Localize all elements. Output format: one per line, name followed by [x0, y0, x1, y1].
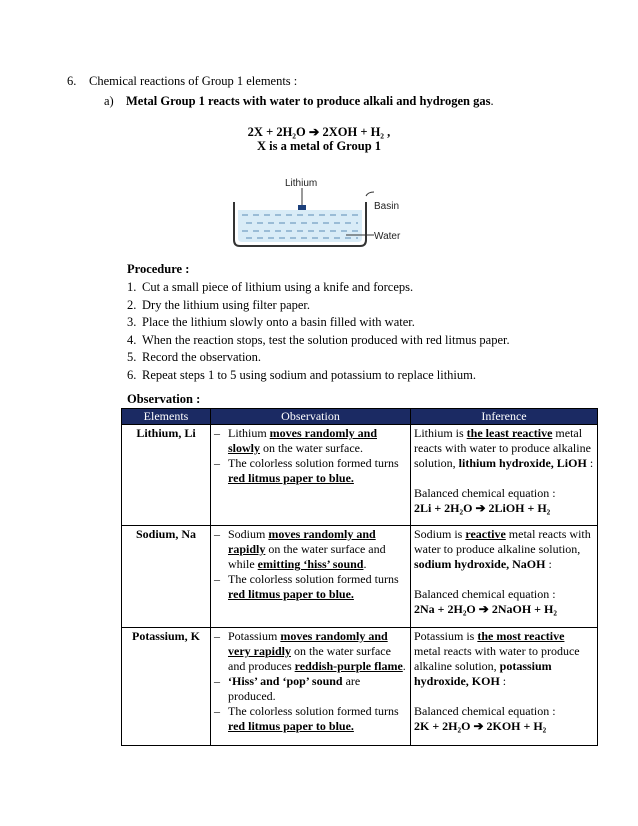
- highlight: moves randomly and rapidly: [228, 527, 376, 556]
- procedure-step: [127, 297, 510, 315]
- equation-note: X is a metal of Group 1: [256, 139, 382, 153]
- step-number: 6.: [127, 367, 137, 382]
- text: .: [363, 557, 367, 571]
- observation-point: [214, 456, 407, 486]
- element-cell: Sodium, Na: [122, 526, 211, 628]
- text: The colorless solution formed turns: [228, 572, 399, 586]
- observation-point: [214, 674, 407, 704]
- observation-point: [214, 527, 407, 572]
- table-row-potassium: [122, 628, 598, 746]
- element-cell: Potassium, K: [122, 628, 211, 746]
- highlight: red litmus paper to blue.: [228, 719, 354, 733]
- observation-cell: [211, 628, 411, 746]
- procedure-step: [127, 314, 510, 332]
- highlight: reddish-purple flame: [294, 659, 403, 673]
- text: metal reacts with water to produce alkaline solution,: [414, 527, 591, 556]
- procedure-step: [127, 332, 510, 350]
- procedure-title: Procedure :: [127, 262, 190, 276]
- observation-point: [214, 629, 407, 674]
- header-inference: Inference: [411, 409, 598, 425]
- text: .: [402, 659, 406, 673]
- section-title: Chemical reactions of Group 1 elements :: [89, 74, 298, 88]
- text: Sodium is: [414, 527, 466, 541]
- observation-table: [121, 408, 598, 746]
- text: on the water surface.: [260, 441, 363, 455]
- table-row-sodium: [122, 526, 598, 628]
- label-basin: Basin: [374, 201, 400, 212]
- step-text: Place the lithium slowly onto a basin filled with water.: [142, 315, 415, 329]
- equation-label: Balanced chemical equation :: [414, 704, 556, 718]
- step-text: Cut a small piece of lithium using a knife and forceps.: [142, 280, 414, 294]
- step-text: Record the observation.: [142, 350, 262, 364]
- basin-pointer: [366, 192, 374, 196]
- header-elements: Elements: [122, 409, 211, 425]
- highlight: moves randomly and very rapidly: [228, 629, 388, 658]
- product-name: potassium hydroxide, KOH: [414, 659, 552, 688]
- header-observation: Observation: [211, 409, 411, 425]
- section-number: 6.: [67, 74, 77, 88]
- procedure-step: [127, 367, 510, 385]
- lithium-piece: [298, 205, 306, 210]
- procedure-list: [127, 279, 510, 384]
- lithium-basin-diagram: [228, 172, 418, 252]
- balanced-equation: 2Na + 2H₂O ➔ 2NaOH + H₂: [414, 602, 557, 616]
- observation-cell: [211, 526, 411, 628]
- balanced-equation: 2K + 2H₂O ➔ 2KOH + H₂: [414, 719, 547, 733]
- section-heading: [67, 74, 297, 89]
- step-number: 1.: [127, 280, 137, 294]
- highlight: ‘Hiss’ and ‘pop’ sound: [228, 674, 343, 688]
- procedure-step: [127, 279, 510, 297]
- text: The colorless solution formed turns: [228, 456, 399, 470]
- highlight: emitting ‘hiss’ sound: [257, 557, 364, 571]
- subsection-heading: [104, 94, 494, 109]
- observation-cell: [211, 425, 411, 526]
- observation-title: Observation :: [127, 392, 201, 406]
- text: Potassium is: [414, 629, 478, 643]
- subsection-period: .: [490, 94, 494, 108]
- inference-cell: [411, 526, 598, 628]
- step-text: Repeat steps 1 to 5 using sodium and potassium to replace lithium.: [142, 367, 476, 382]
- observation-point: [214, 426, 407, 456]
- text: Lithium: [228, 426, 270, 440]
- text: :: [586, 456, 594, 470]
- step-number: 3.: [127, 315, 137, 329]
- step-number: 5.: [127, 350, 137, 364]
- text: The colorless solution formed turns: [228, 704, 399, 718]
- text: Lithium is: [414, 426, 467, 440]
- highlight: the least reactive: [466, 426, 553, 440]
- step-number: 2.: [127, 297, 137, 312]
- product-name: lithium hydroxide, LiOH: [458, 456, 587, 470]
- subsection-letter: a): [104, 94, 114, 108]
- text: :: [499, 674, 507, 688]
- equation-label: Balanced chemical equation :: [414, 587, 556, 601]
- label-water: Water: [374, 231, 401, 242]
- table-row-lithium: [122, 425, 598, 526]
- text: on the water surface and produces: [228, 644, 391, 673]
- highlight: moves randomly and slowly: [228, 426, 378, 455]
- inference-cell: [411, 425, 598, 526]
- text: are produced.: [228, 674, 361, 703]
- text: :: [545, 557, 552, 571]
- text: Potassium: [228, 629, 281, 643]
- product-name: sodium hydroxide, NaOH: [414, 557, 546, 571]
- highlight: the most reactive: [477, 629, 565, 643]
- text: metal reacts with water to produce alkaline solution,: [414, 426, 591, 470]
- element-cell: Lithium, Li: [122, 425, 211, 526]
- step-number: 4.: [127, 332, 137, 347]
- observation-point: [214, 704, 407, 734]
- procedure-step: [127, 349, 510, 367]
- equation-label: Balanced chemical equation :: [414, 486, 556, 500]
- text: on the water surface and while: [228, 542, 386, 571]
- step-text: When the reaction stops, test the solution produced with red litmus paper.: [142, 332, 510, 347]
- balanced-equation: 2Li + 2H₂O ➔ 2LiOH + H₂: [414, 501, 551, 515]
- text: Sodium: [228, 527, 269, 541]
- highlight: red litmus paper to blue.: [228, 471, 354, 485]
- subsection-title: Metal Group 1 reacts with water to produce alkali and hydrogen gas: [126, 94, 491, 108]
- inference-cell: [411, 628, 598, 746]
- label-lithium: Lithium: [285, 178, 318, 189]
- text: metal reacts with water to produce alkaline solution,: [414, 644, 580, 673]
- table-header-row: [122, 409, 598, 425]
- observation-point: [214, 572, 407, 602]
- general-equation: 2X + 2H₂O ➔ 2XOH + H₂ ,: [247, 125, 391, 139]
- step-text: Dry the lithium using filter paper.: [142, 297, 311, 312]
- highlight: red litmus paper to blue.: [228, 587, 354, 601]
- highlight: reactive: [465, 527, 506, 541]
